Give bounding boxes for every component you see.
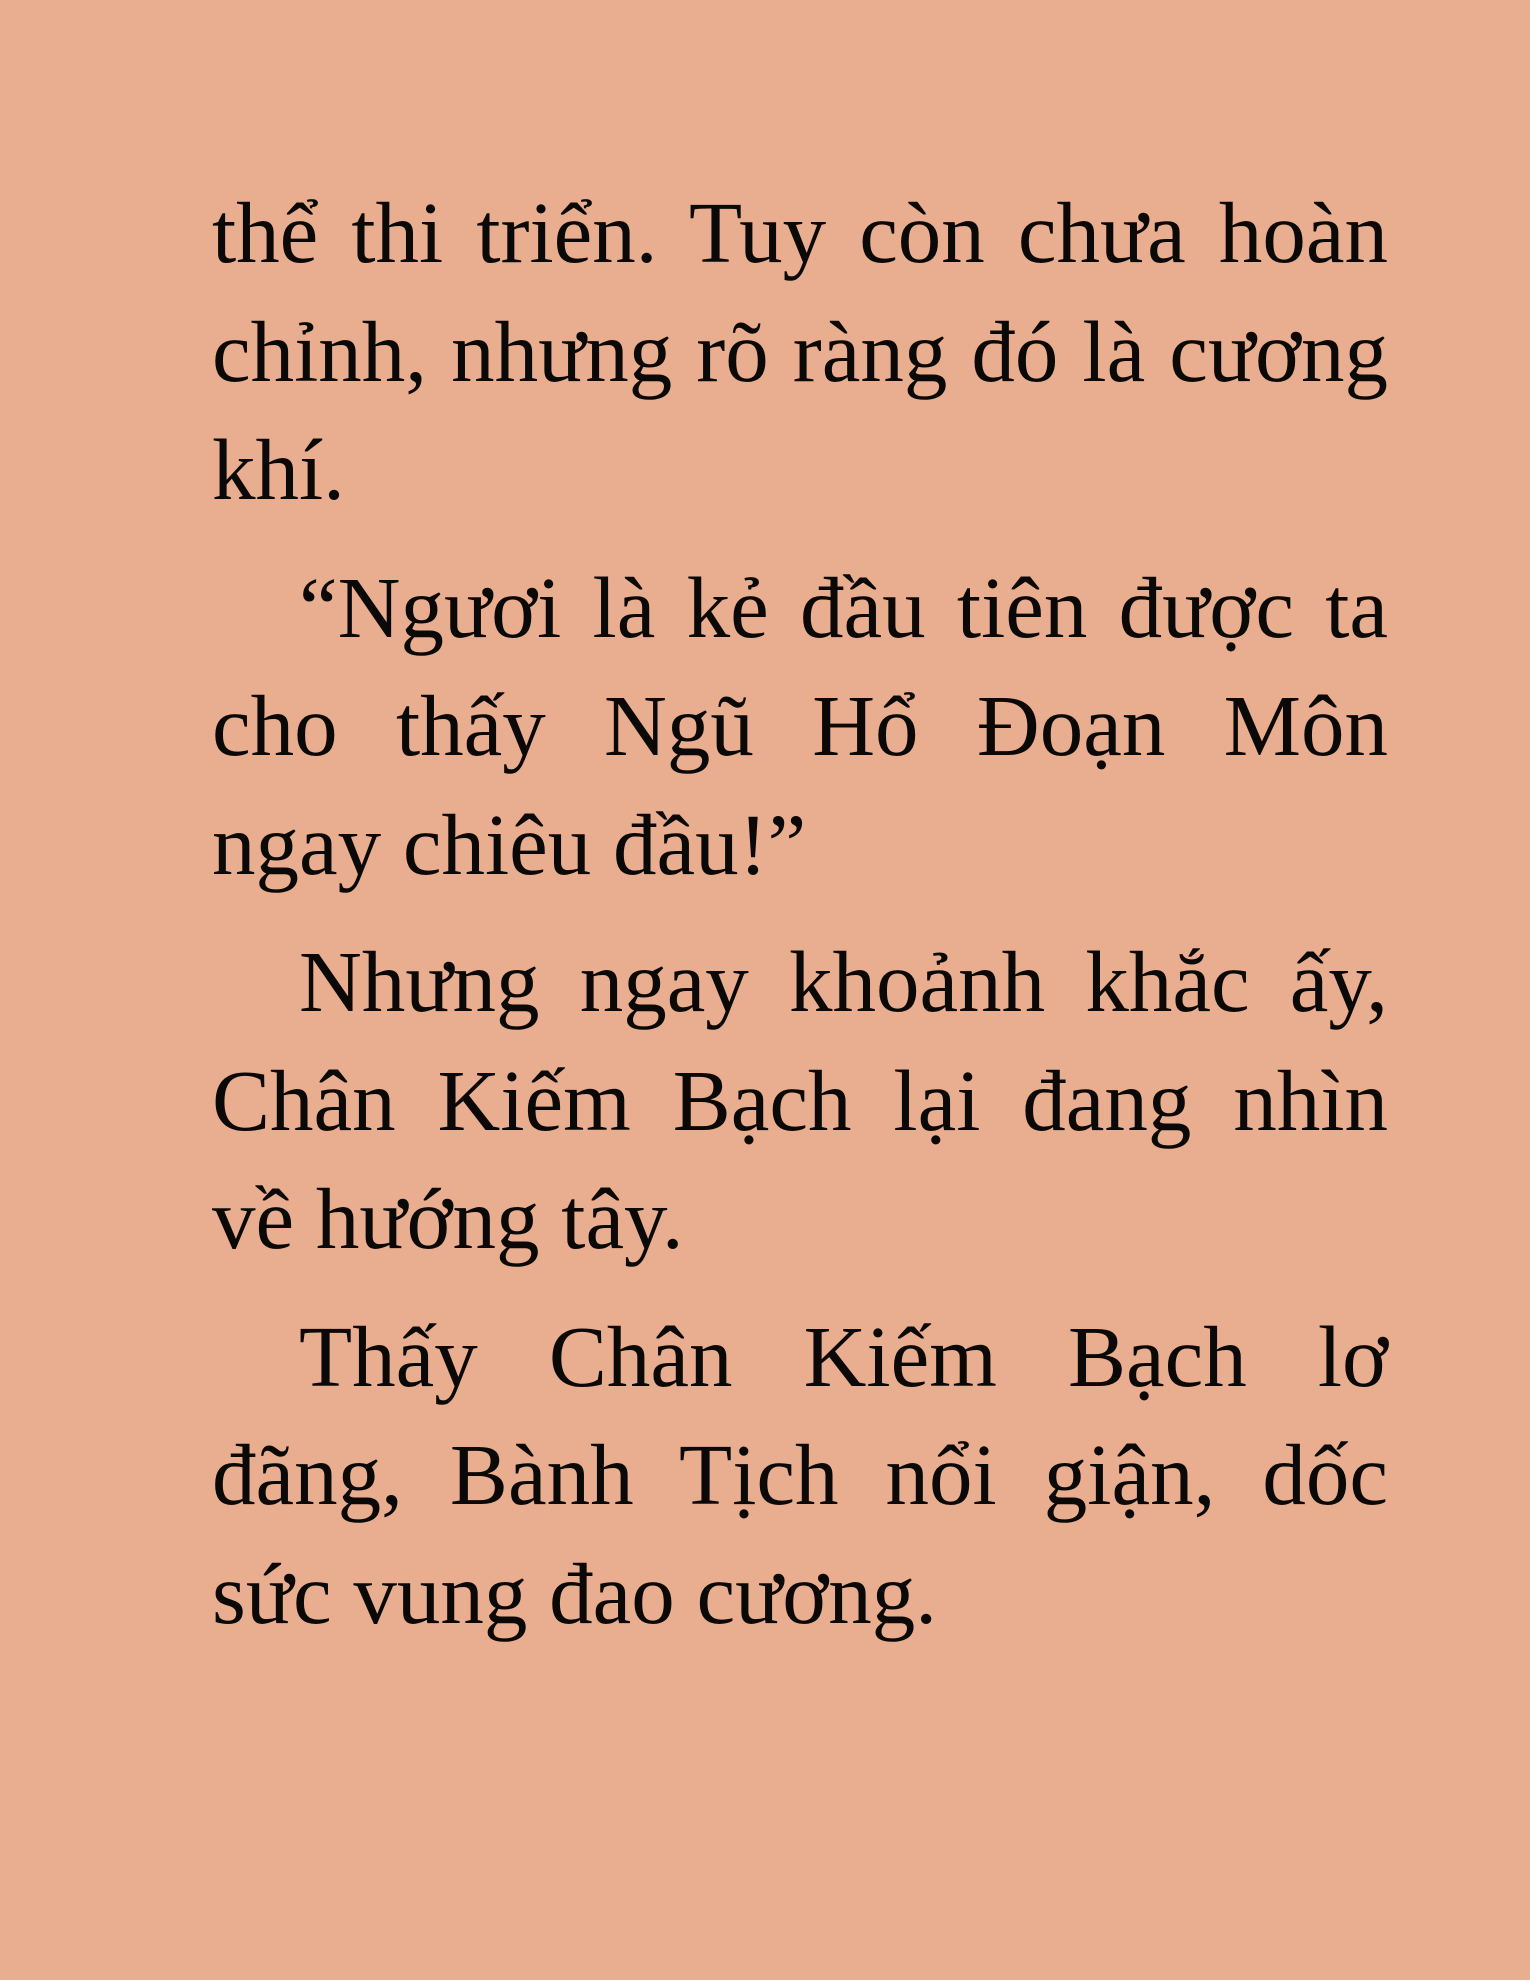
paragraph-narration: Nhưng ngay khoảnh khắc ấy, Chân Kiếm Bạch lại đang nhìn về hướng tây. <box>212 933 1388 1267</box>
paragraph-continuation: thể thi triển. Tuy còn chưa hoàn chỉnh, nhưng rõ ràng đó là cương khí. <box>212 184 1388 518</box>
paragraph-dialogue: “Ngươi là kẻ đầu tiên được ta cho thấy Ngũ Hổ Đoạn Môn ngay chiêu đầu!” <box>212 558 1388 893</box>
paragraph-action: Thấy Chân Kiếm Bạch lơ đãng, Bành Tịch nổi giận, dốc sức vung đao cương. <box>212 1307 1388 1642</box>
story-text <box>212 174 1388 1672</box>
